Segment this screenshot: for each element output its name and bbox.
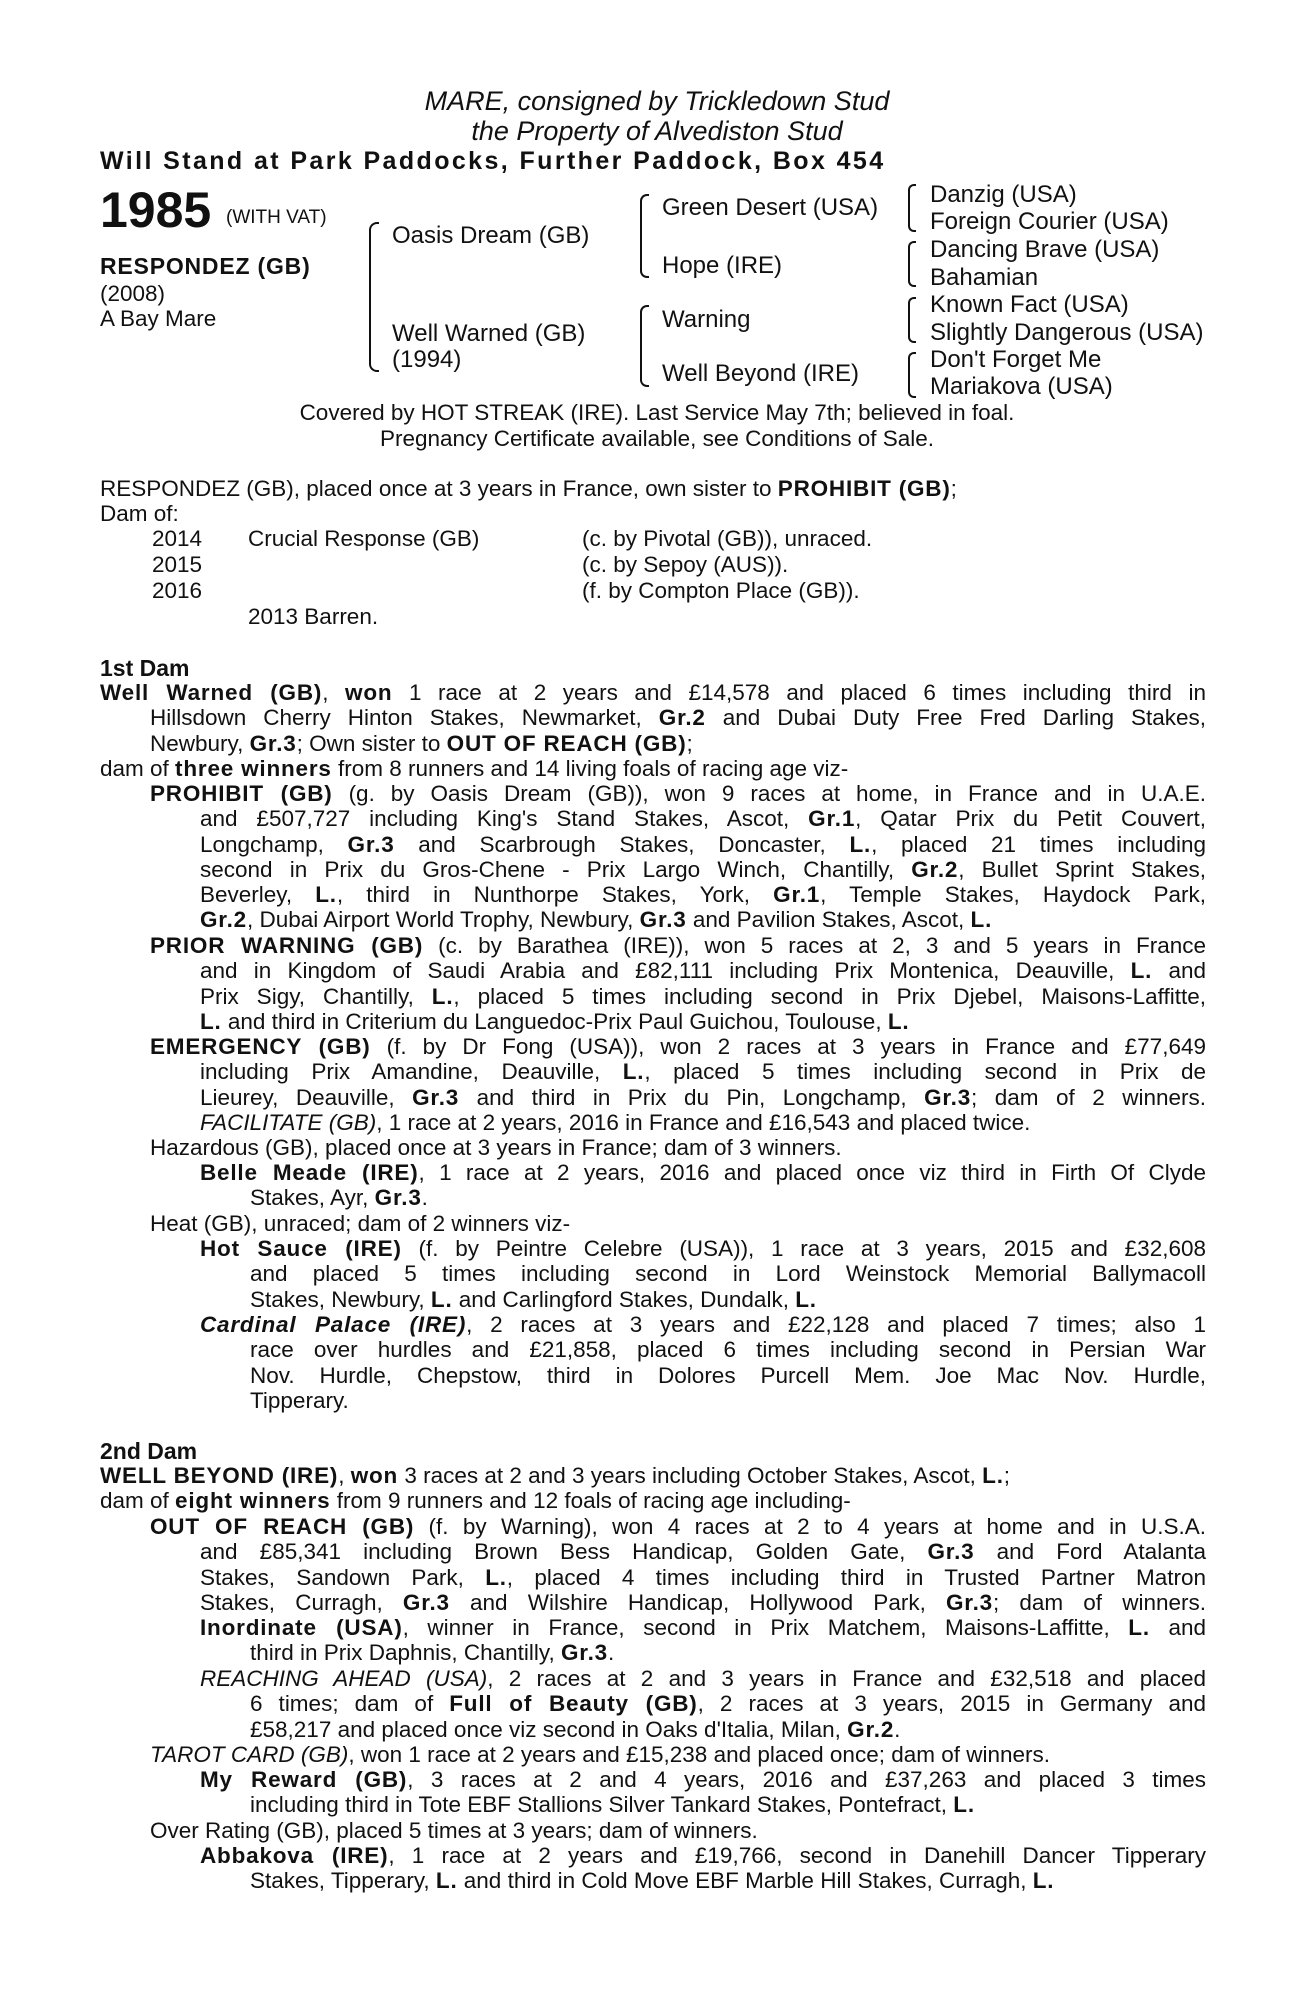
brace-sd	[908, 241, 916, 287]
text: (c. by Barathea (IRE)), won 5 races at 2, 3 and 5 years in France	[423, 933, 1207, 958]
text: and Wilshire Handicap, Hollywood Park,	[449, 1589, 946, 1615]
text: Stakes, Curragh,	[200, 1589, 403, 1615]
text: Stakes, Sandown Park,	[200, 1564, 486, 1590]
text: 1 race at 2 years and £14,578 and placed 6 times including third in	[392, 680, 1206, 705]
text: ,	[322, 680, 346, 705]
dam-dam-sire: Don't Forget Me	[930, 346, 1102, 373]
text: dam of	[100, 1488, 176, 1514]
brace-main	[369, 222, 379, 372]
text: Lieurey, Deauville,	[200, 1084, 413, 1110]
sire-dam-sire: Dancing Brave (USA)	[930, 236, 1160, 263]
text: Newbury,	[150, 730, 250, 756]
horse-description: A Bay Mare	[100, 306, 217, 331]
text: (f. by Warning), won 4 races at 2 to 4 years at home and in U.S.A.	[414, 1514, 1206, 1539]
dam-name: WELL BEYOND (IRE)	[100, 1463, 339, 1488]
text: and £85,341 including Brown Bess Handicap, Golden Gate,	[200, 1539, 928, 1565]
second-dam-section	[100, 1463, 1206, 1514]
grade-label: Gr.3	[927, 1539, 975, 1565]
text: second in Prix du Gros-Chene - Prix Largo Winch, Chantilly,	[200, 856, 912, 882]
text: , third in Nunthorpe Stakes, York,	[336, 882, 774, 908]
text: .	[421, 1185, 428, 1211]
produce-detail: (c. by Pivotal (GB)), unraced.	[582, 526, 873, 551]
winners-count: three winners	[175, 755, 332, 781]
text: Nov. Hurdle, Chepstow, third in Dolores Purcell Mem. Joe Mac Nov. Hurdle,	[250, 1362, 1206, 1388]
hot-sauce-entry	[200, 1236, 1206, 1312]
text: , Dubai Airport World Trophy, Newbury,	[246, 907, 640, 933]
text: (f. by Dr Fong (USA)), won 2 races at 3 years in France and £77,649	[370, 1034, 1206, 1059]
text: .	[894, 1716, 901, 1742]
text: ;	[1003, 1463, 1011, 1488]
horse-name: Full of Beauty (GB)	[449, 1691, 698, 1717]
lot-number: 1985	[100, 182, 212, 238]
grade-label: L.	[849, 831, 872, 857]
text: , 3 races at 2 and 4 years, 2016 and £37,263 and placed 3 times	[407, 1767, 1206, 1792]
grade-label: L.	[200, 1008, 222, 1034]
dam-year: (1994)	[392, 346, 462, 373]
cardinal-palace-entry	[200, 1312, 1206, 1413]
text: and	[1149, 1615, 1206, 1640]
brace-ss	[908, 184, 916, 232]
sire: Oasis Dream (GB)	[392, 222, 590, 249]
dam-dam-dam: Mariakova (USA)	[930, 373, 1113, 400]
produce-year: 2016	[152, 578, 203, 603]
grade-label: L.	[430, 1286, 453, 1312]
dam-sire: Warning	[662, 306, 751, 333]
abbakova-entry	[200, 1843, 1206, 1894]
grade-label: Gr.3	[639, 907, 687, 933]
text: and	[1152, 958, 1206, 984]
horse-name: Inordinate (USA)	[200, 1615, 403, 1640]
heat-entry	[150, 1211, 1206, 1236]
text: (f. by Peintre Celebre (USA)), 1 race at 3 years, 2015 and £32,608	[401, 1236, 1207, 1261]
grade-label: L.	[982, 1463, 1004, 1488]
text: (g. by Oasis Dream (GB)), won 9 races at home, in France and in U.A.E.	[332, 781, 1206, 806]
reaching-ahead-entry	[200, 1666, 1206, 1742]
text: ; dam of 2 winners.	[971, 1084, 1206, 1110]
text: , 1 race at 2 years, 2016 and placed once viz third in Firth Of Clyde	[418, 1160, 1206, 1185]
text: including third in Tote EBF Stallions Silver Tankard Stakes, Pontefract,	[250, 1792, 954, 1818]
text: and third in Criterium du Languedoc-Prix Paul Guichou, Toulouse,	[221, 1008, 888, 1034]
second-dam-heading: 2nd Dam	[100, 1438, 198, 1464]
text: Longchamp,	[200, 831, 348, 857]
text: Beverley,	[200, 882, 316, 908]
text: , 2 races at 2 and 3 years in France and £32,518 and placed	[487, 1666, 1206, 1691]
text: and Ford Atalanta	[974, 1539, 1206, 1565]
text: Stakes, Tipperary,	[250, 1868, 436, 1894]
horse-name: FACILITATE (GB)	[200, 1109, 377, 1135]
text: and placed 5 times including second in Lord Weinstock Memorial Ballymacoll	[250, 1261, 1206, 1287]
text: from 9 runners and 12 foals of racing age including-	[330, 1488, 851, 1514]
horse-name: PROHIBIT (GB)	[150, 781, 333, 806]
grade-label: L.	[431, 983, 454, 1009]
grade-label: Gr.2	[658, 705, 706, 731]
first-dam-section	[100, 680, 1206, 781]
text: Hillsdown Cherry Hinton Stakes, Newmarket,	[150, 705, 659, 731]
text: , winner in France, second in Prix Matchem, Maisons-Laffitte,	[402, 1615, 1129, 1640]
covered-note: Covered by HOT STREAK (IRE). Last Service May 7th; believed in foal.	[299, 400, 1015, 425]
grade-label: Gr.2	[200, 907, 247, 933]
barren-note: 2013 Barren.	[248, 604, 379, 629]
grade-label: Gr.1	[808, 806, 856, 832]
produce-detail: (c. by Sepoy (AUS)).	[582, 552, 789, 577]
text: .	[607, 1640, 615, 1666]
won-label: won	[350, 1463, 399, 1488]
grade-label: L.	[435, 1868, 458, 1894]
text: ;	[686, 730, 693, 756]
winners-count: eight winners	[175, 1488, 331, 1514]
horse-name: RESPONDEZ (GB)	[100, 253, 311, 279]
text: and third in Prix du Pin, Longchamp,	[459, 1084, 925, 1110]
my-reward-entry	[200, 1767, 1206, 1818]
text: from 8 runners and 14 living foals of racing age viz-	[331, 755, 849, 781]
horse-name: OUT OF REACH (GB)	[150, 1514, 415, 1539]
horse-year: (2008)	[100, 281, 166, 306]
consignor-line: MARE, consigned by Trickledown Stud	[424, 86, 890, 116]
hazardous-entry	[150, 1135, 1206, 1160]
dam-dam: Well Beyond (IRE)	[662, 360, 859, 387]
grade-label: Gr.3	[249, 730, 297, 756]
vat-note: (WITH VAT)	[226, 207, 327, 228]
out-of-reach-entry	[150, 1514, 1206, 1615]
horse-name: TAROT CARD (GB)	[150, 1742, 349, 1767]
text: Hazardous (GB), placed once at 3 years in France; dam of 3 winners.	[150, 1135, 842, 1160]
brace-sire	[640, 194, 649, 278]
horse-name: My Reward (GB)	[200, 1767, 408, 1792]
text: and third in Cold Move EBF Marble Hill Stakes, Curragh,	[457, 1868, 1033, 1894]
horse-name: Abbakova (IRE)	[200, 1843, 389, 1868]
first-dam-heading: 1st Dam	[100, 655, 190, 681]
grade-label: L.	[622, 1059, 645, 1085]
property-line: the Property of Alvediston Stud	[471, 116, 843, 146]
produce-name: Crucial Response (GB)	[248, 526, 480, 551]
grade-label: Gr.3	[560, 1640, 608, 1666]
intro-punct: ;	[950, 476, 957, 501]
won-label: won	[345, 680, 393, 705]
text: , 1 race at 2 years and £19,766, second in Danehill Dancer Tipperary	[388, 1843, 1206, 1868]
grade-label: Gr.1	[773, 882, 821, 908]
text: , won 1 race at 2 years and £15,238 and placed once; dam of winners.	[348, 1742, 1051, 1767]
text: Stakes, Ayr,	[250, 1185, 375, 1211]
brace-ds	[908, 297, 916, 343]
pregnancy-note: Pregnancy Certificate available, see Conditions of Sale.	[379, 426, 935, 451]
grade-label: Gr.3	[374, 1185, 422, 1211]
grade-label: L.	[1032, 1868, 1055, 1894]
grade-label: L.	[315, 882, 337, 908]
text: Over Rating (GB), placed 5 times at 3 years; dam of winners.	[150, 1818, 758, 1843]
text: Heat (GB), unraced; dam of 2 winners viz-	[150, 1211, 571, 1236]
dam-sire-dam: Slightly Dangerous (USA)	[930, 319, 1204, 346]
text: and Dubai Duty Free Fred Darling Stakes,	[705, 705, 1206, 731]
grade-label: Gr.3	[924, 1084, 972, 1110]
dam-name: Well Warned (GB)	[100, 680, 323, 705]
produce-year: 2014	[152, 526, 203, 551]
grade-label: L.	[1128, 1615, 1150, 1640]
sire-dam: Hope (IRE)	[662, 252, 783, 279]
text: ,	[338, 1463, 351, 1488]
produce-intro	[100, 476, 957, 502]
grade-label: L.	[1130, 958, 1153, 984]
dam: Well Warned (GB)	[392, 320, 586, 347]
horse-name: REACHING AHEAD (USA)	[200, 1666, 488, 1691]
horse-name: Belle Meade (IRE)	[200, 1160, 419, 1185]
text: , Qatar Prix du Petit Couvert,	[855, 806, 1206, 832]
text: ; dam of winners.	[992, 1589, 1206, 1615]
grade-label: Gr.3	[402, 1589, 450, 1615]
grade-label: L.	[970, 907, 993, 933]
produce-detail: (f. by Compton Place (GB)).	[582, 578, 860, 603]
text: , placed 21 times including	[871, 831, 1207, 857]
produce-year: 2015	[152, 552, 203, 577]
brace-dd	[908, 352, 916, 398]
text: , placed 5 times including second in Prix Djebel, Maisons-Laffitte,	[453, 983, 1206, 1009]
text: , placed 5 times including second in Prix de	[644, 1059, 1206, 1085]
text: race over hurdles and £21,858, placed 6 times including second in Persian War	[250, 1337, 1206, 1363]
dam-sire-sire: Known Fact (USA)	[930, 291, 1129, 318]
stand-location: Will Stand at Park Paddocks, Further Paddock, Box 454	[100, 147, 886, 175]
grade-label: Gr.2	[911, 856, 959, 882]
text: Tipperary.	[250, 1387, 349, 1413]
horse-name: Cardinal Palace (IRE)	[200, 1312, 467, 1337]
grade-label: Gr.2	[847, 1716, 895, 1742]
over-rating-entry	[150, 1818, 1206, 1843]
sire-sire: Green Desert (USA)	[662, 194, 879, 221]
tarot-card-entry	[150, 1742, 1206, 1767]
brace-dam	[640, 305, 649, 387]
text: including Prix Amandine, Deauville,	[200, 1059, 623, 1085]
text: £58,217 and placed once viz second in Oaks d'Italia, Milan,	[250, 1716, 848, 1742]
text: ; Own sister to	[296, 730, 447, 756]
text: , 1 race at 2 years, 2016 in France and £16,543 and placed twice.	[376, 1109, 1031, 1135]
text: , Temple Stakes, Haydock Park,	[820, 882, 1206, 908]
grade-label: L.	[953, 1792, 975, 1818]
text: Prix Sigy, Chantilly,	[200, 983, 432, 1009]
intro-sibling: PROHIBIT (GB)	[777, 476, 951, 501]
text: , Bullet Sprint Stakes,	[958, 856, 1206, 882]
text: , 2 races at 3 years, 2015 in Germany and	[697, 1691, 1206, 1717]
text: and £507,727 including King's Stand Stakes, Ascot,	[200, 806, 809, 832]
grade-label: L.	[485, 1564, 507, 1590]
sire-dam-dam: Bahamian	[930, 264, 1039, 291]
grade-label: L.	[887, 1008, 910, 1034]
horse-name: Hot Sauce (IRE)	[200, 1236, 402, 1261]
text: and in Kingdom of Saudi Arabia and £82,111 including Prix Montenica, Deauville,	[200, 958, 1131, 984]
emergency-entry	[150, 1034, 1206, 1135]
text: and Pavilion Stakes, Ascot,	[686, 907, 971, 933]
sibling-name: OUT OF REACH (GB)	[446, 730, 687, 756]
sire-sire-sire: Danzig (USA)	[930, 181, 1077, 208]
prohibit-entry	[150, 781, 1206, 933]
grade-label: Gr.3	[945, 1589, 993, 1615]
text: Stakes, Newbury,	[250, 1286, 431, 1312]
grade-label: Gr.3	[412, 1084, 460, 1110]
text: , 2 races at 3 years and £22,128 and placed 7 times; also 1	[466, 1312, 1206, 1337]
grade-label: Gr.3	[347, 831, 395, 857]
text: 3 races at 2 and 3 years including October Stakes, Ascot,	[398, 1463, 983, 1488]
horse-name: EMERGENCY (GB)	[150, 1034, 371, 1059]
text: dam of	[100, 755, 176, 781]
grade-label: L.	[795, 1286, 817, 1312]
dam-of-label: Dam of:	[100, 501, 179, 526]
inordinate-entry	[200, 1615, 1206, 1666]
belle-meade-entry	[200, 1160, 1206, 1211]
text: , placed 4 times including third in Trusted Partner Matron	[506, 1564, 1206, 1590]
prior-warning-entry	[150, 933, 1206, 1034]
text: and Scarbrough Stakes, Doncaster,	[394, 831, 850, 857]
text: 6 times; dam of	[250, 1691, 450, 1717]
intro-text: RESPONDEZ (GB), placed once at 3 years in France, own sister to	[100, 476, 778, 501]
horse-name: PRIOR WARNING (GB)	[150, 933, 424, 958]
text: third in Prix Daphnis, Chantilly,	[250, 1640, 561, 1666]
sire-sire-dam: Foreign Courier (USA)	[930, 208, 1169, 235]
text: and Carlingford Stakes, Dundalk,	[452, 1286, 796, 1312]
